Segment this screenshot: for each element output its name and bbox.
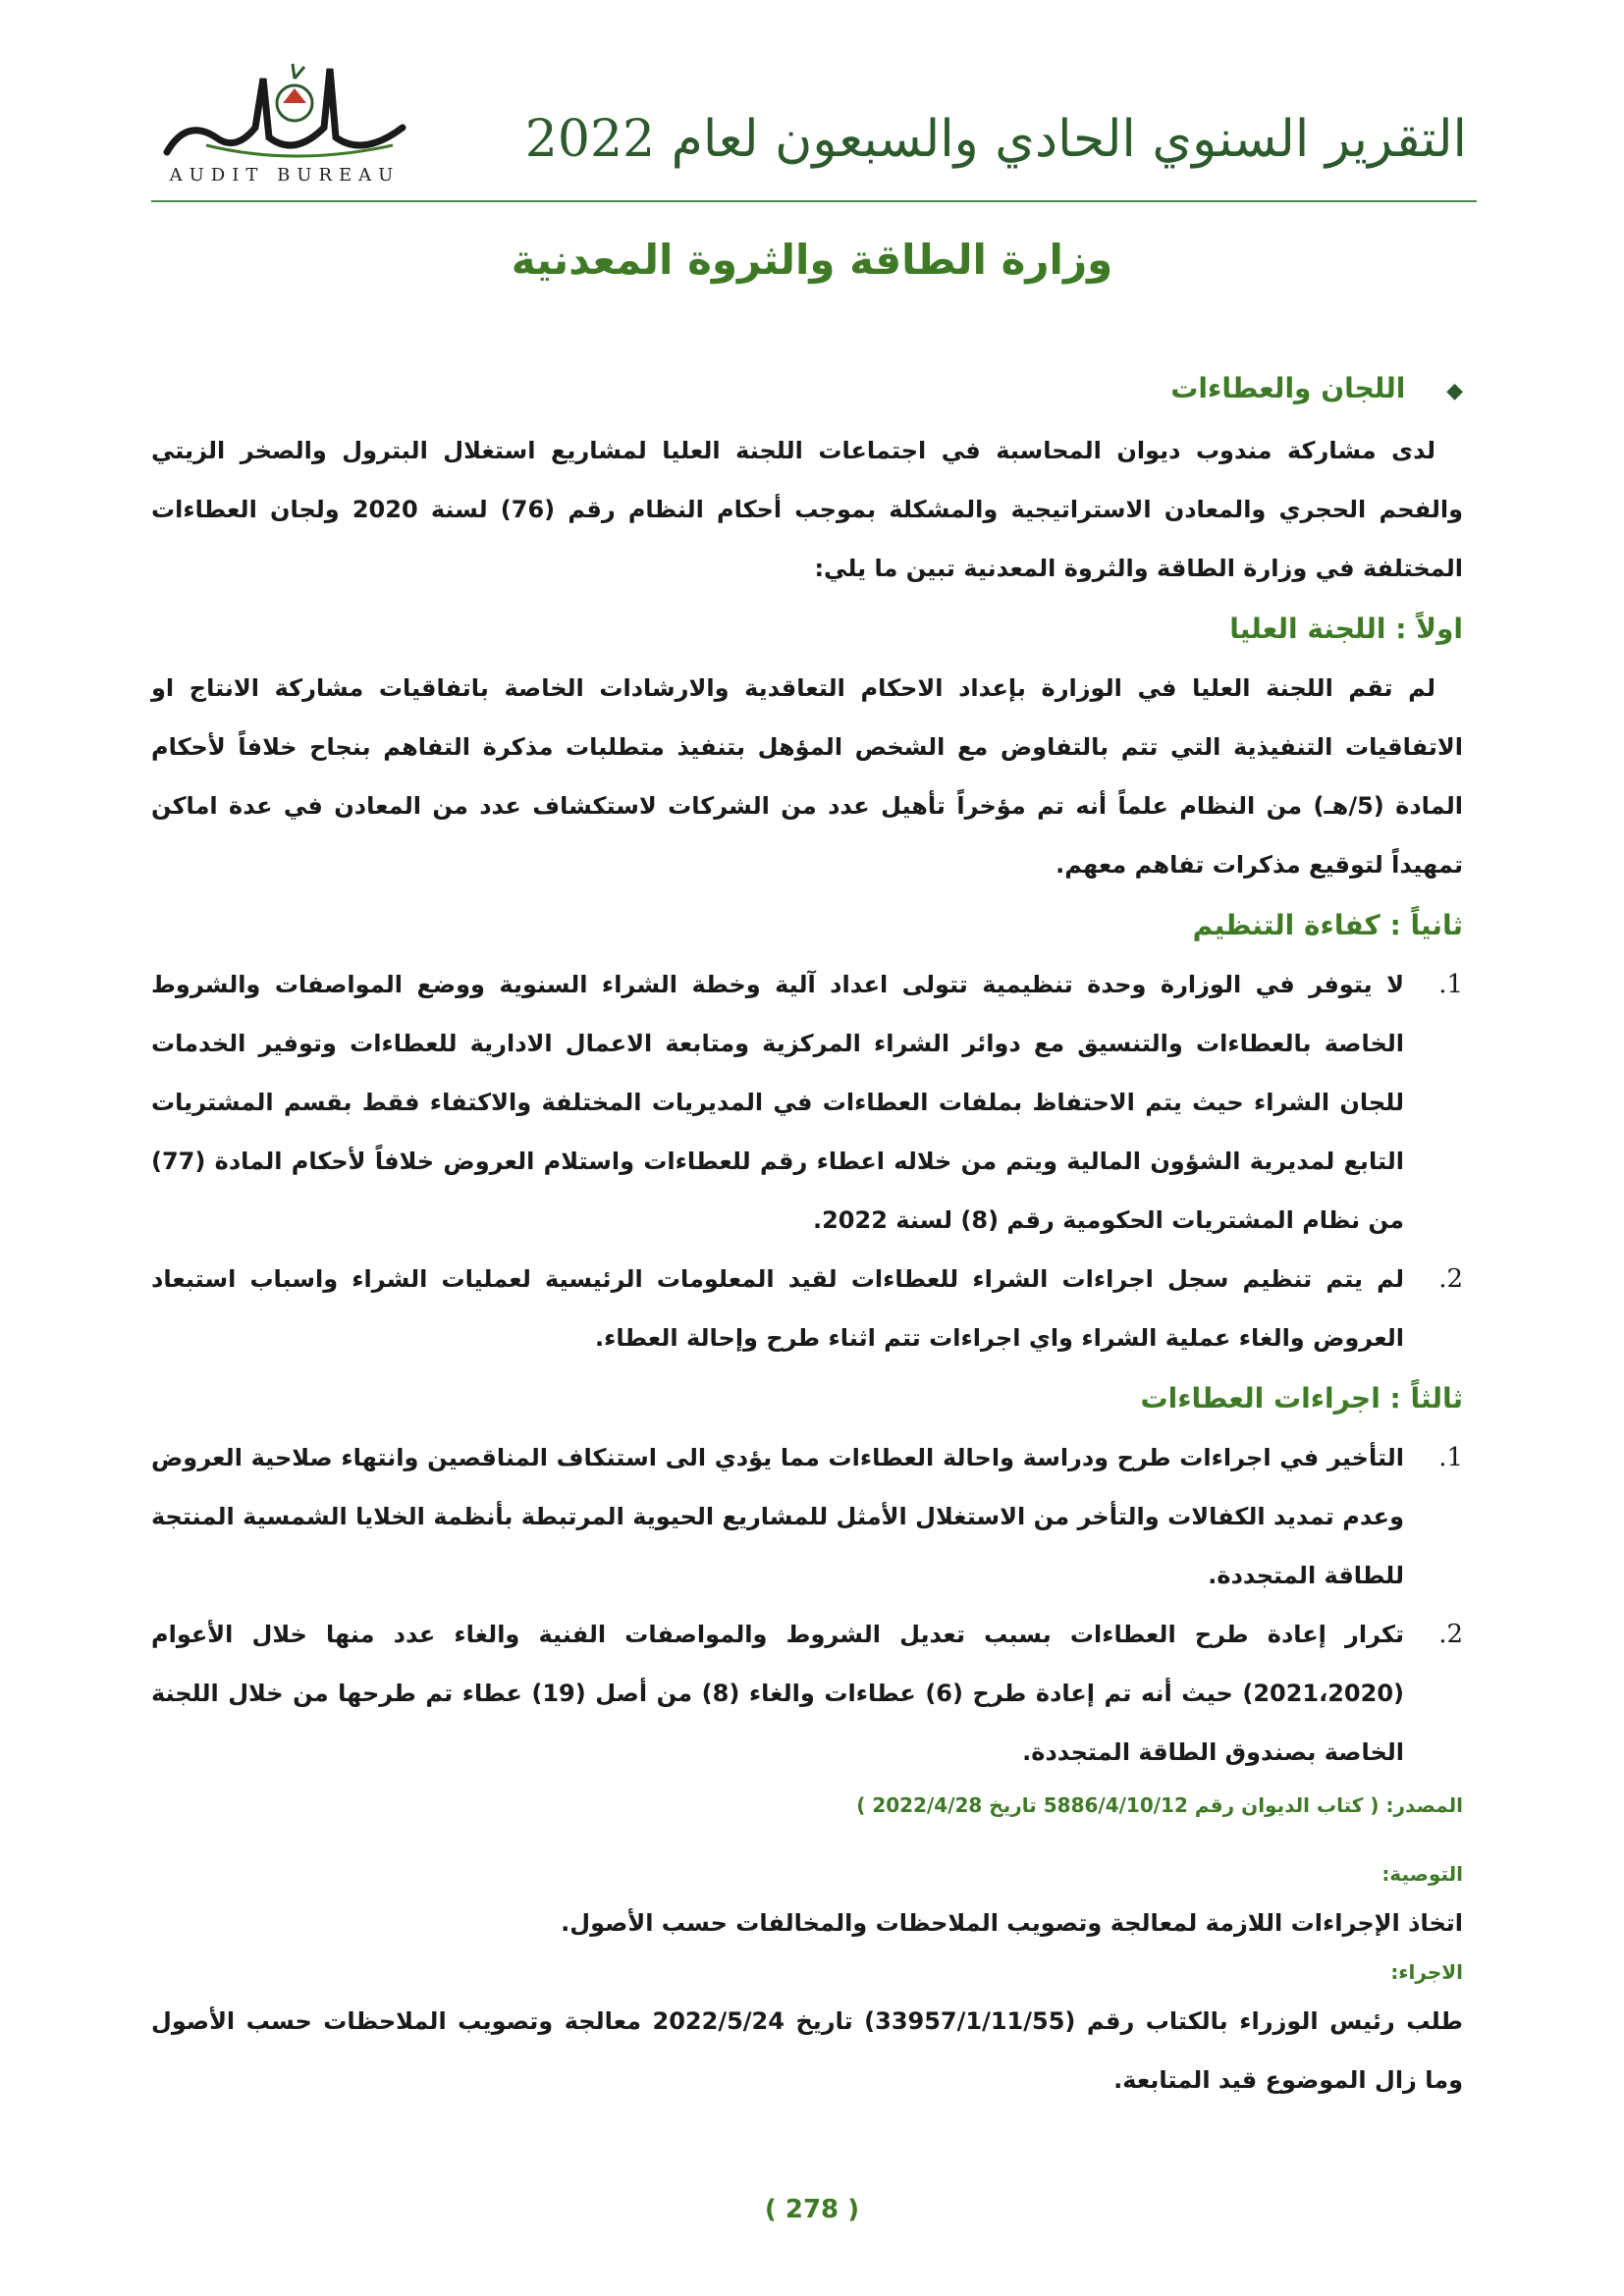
- page-title: وزارة الطاقة والثروة المعدنية: [511, 236, 1113, 284]
- list-item-number: 2.: [1438, 1264, 1463, 1294]
- audit-bureau-logo: [147, 59, 422, 196]
- action-label: الاجراء:: [1390, 1960, 1463, 1984]
- audit-bureau-emblem-icon: [147, 59, 422, 167]
- list-item-number: 2.: [1438, 1620, 1463, 1649]
- main-section-heading: [151, 365, 1463, 415]
- recommendation-label: التوصية:: [1381, 1862, 1463, 1886]
- list-item: [151, 1428, 1463, 1605]
- recommendation-text: اتخاذ الإجراءات اللازمة لمعالجة وتصويب الملاحظات والمخالفات حسب الأصول.: [561, 1909, 1463, 1937]
- list-item-text: تكرار إعادة طرح العطاءات بسبب تعديل الشروط والمواصفات الفنية والغاء عدد منها خلال الأعوام (2021،2020) حيث أنه تم إعادة طرح (6) عطاءات والغاء (8) من أصل (19) عطاء تم طرحها من خلال اللجنة الخاصة بصندوق الطاقة المتجددة.: [151, 1621, 1404, 1766]
- list-item-number: 1.: [1438, 970, 1463, 999]
- list-item: [151, 955, 1463, 1250]
- section1-paragraph: لم تقم اللجنة العليا في الوزارة بإعداد الاحكام التعاقدية والارشادات الخاصة باتفاقيات مشاركة الانتاج او الاتفاقيات التنفيذية التي تتم بالتفاوض مع الشخص المؤهل بتنفيذ متطلبات مذكرة التفاهم بنجاح خلافاً لأحكام المادة (5/هـ) من النظام علماً أنه تم مؤخراً تأهيل عدد من الشركات لاستكشاف عدد من المعادن في عدة اماكن تمهيداً لتوقيع مذكرات تفاهم معهم.: [151, 674, 1463, 879]
- section1-heading: اولاً : اللجنة العليا: [1229, 613, 1463, 645]
- intro-paragraph: لدى مشاركة مندوب ديوان المحاسبة في اجتماعات اللجنة العليا لمشاريع استغلال البترول والصخر الزيتي والفحم الحجري والمعادن الاستراتيجية والمشكلة بموجب أحكام النظام رقم (76) لسنة 2020 ولجان العطاءات المختلفة في وزارة الطاقة والثروة المعدنية تبين ما يلي:: [151, 437, 1463, 582]
- page-number: ( 278 ): [764, 2195, 860, 2224]
- diamond-bullet-icon: ◆: [1446, 379, 1463, 403]
- section3-heading: ثالثاً : اجراءات العطاءات: [1140, 1382, 1463, 1415]
- list-item-text: التأخير في اجراءات طرح ودراسة واحالة العطاءات مما يؤدي الى استنكاف المناقصين وانتهاء صلاحية العروض وعدم تمديد الكفالات والتأخر من الاستغلال الأمثل للمشاريع الحيوية المرتبطة بأنظمة الخلايا الشمسية المنتجة للطاقة المتجددة.: [151, 1444, 1404, 1589]
- report-header-title: التقرير السنوي الحادي والسبعون لعام 2022: [524, 110, 1467, 169]
- header-divider: [151, 200, 1477, 202]
- action-text: طلب رئيس الوزراء بالكتاب رقم (33957/1/11/55) تاريخ 2022/5/24 معالجة وتصويب الملاحظات حسب الأصول وما زال الموضوع قيد المتابعة.: [151, 2007, 1463, 2094]
- logo-caption: AUDIT BUREAU: [169, 165, 401, 186]
- document-body: [151, 365, 1463, 2109]
- source-citation: المصدر: ( كتاب الديوان رقم 5886/4/10/12 تاريخ 2022/4/28 ): [856, 1793, 1463, 1817]
- list-item-text: لم يتم تنظيم سجل اجراءات الشراء للعطاءات لقيد المعلومات الرئيسية لعمليات الشراء واسباب استبعاد العروض والغاء عملية الشراء واي اجراءات تتم اثناء طرح وإحالة العطاء.: [151, 1265, 1404, 1352]
- section2-heading: ثانياً : كفاءة التنظيم: [1192, 909, 1463, 941]
- list-item-number: 1.: [1438, 1443, 1463, 1472]
- list-item: [151, 1250, 1463, 1367]
- list-item-text: لا يتوفر في الوزارة وحدة تنظيمية تتولى اعداد آلية وخطة الشراء السنوية ووضع المواصفات والشروط الخاصة بالعطاءات والتنسيق مع دوائر الشراء المركزية ومتابعة الاعمال الادارية للعطاءات وتوفير الخدمات للجان الشراء حيث يتم الاحتفاظ بملفات العطاءات في المديريات المختلفة والاكتفاء فقط بقسم المشتريات التابع لمديرية الشؤون المالية ويتم من خلاله اعطاء رقم للعطاءات واستلام العروض خلافاً لأحكام المادة (77) من نظام المشتريات الحكومية رقم (8) لسنة 2022.: [151, 971, 1404, 1234]
- list-item: [151, 1605, 1463, 1782]
- main-section-heading-text: اللجان والعطاءات: [1170, 372, 1406, 404]
